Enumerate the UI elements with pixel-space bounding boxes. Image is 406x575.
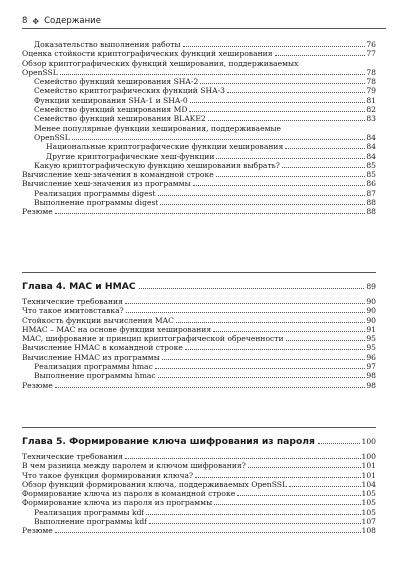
toc-entry[interactable] — [22, 381, 376, 390]
toc-entry-page: 78 — [366, 67, 376, 77]
toc-entry[interactable] — [22, 452, 376, 461]
chapter-5-heading[interactable] — [22, 435, 376, 449]
leader-dots — [289, 486, 360, 487]
leader-dots — [185, 349, 366, 350]
toc-entry-page: 86 — [366, 179, 376, 189]
leader-dots — [55, 213, 366, 214]
toc-entry-title: Семейство функций хеширования MD — [34, 105, 188, 115]
toc-entry-page: 98 — [366, 371, 376, 381]
toc-entry-title: Вычисление HMAC из программы — [22, 352, 160, 362]
toc-entry[interactable] — [22, 517, 376, 526]
toc-entry[interactable] — [22, 207, 376, 216]
toc-entry[interactable] — [22, 124, 376, 143]
toc-entry[interactable] — [22, 343, 376, 352]
toc-entry[interactable] — [22, 198, 376, 207]
toc-entry[interactable] — [22, 142, 376, 151]
toc-entry[interactable] — [22, 114, 376, 123]
toc-entry-title: Семейство функций хеширования SHA-2 — [34, 77, 199, 87]
toc-entry-page: 82 — [366, 105, 376, 115]
toc-entry[interactable] — [22, 40, 376, 49]
leader-dots — [158, 377, 366, 378]
toc-entry[interactable] — [22, 59, 376, 78]
toc-entry-title: Резюме — [22, 526, 53, 536]
leader-dots — [176, 322, 365, 323]
toc-entry[interactable] — [22, 325, 376, 334]
leader-dots — [158, 195, 366, 196]
toc-entry-page: 108 — [361, 526, 376, 536]
toc-entry[interactable] — [22, 498, 376, 507]
toc-entry-title: Резюме — [22, 207, 53, 217]
chapter-5-title: Глава 5. Формирование ключа шифрования из пароля — [22, 436, 315, 447]
toc-entry-title: Формирование ключа из пароля из программы — [22, 498, 213, 508]
toc-entry[interactable] — [22, 161, 376, 170]
leader-dots — [282, 167, 365, 168]
toc-entry-page: 83 — [366, 114, 376, 124]
toc-entry[interactable] — [22, 152, 376, 161]
toc-entry-title: Выполнение программы kdf — [34, 517, 148, 527]
toc-entry-page: 107 — [361, 517, 376, 527]
leader-dots — [126, 312, 366, 313]
toc-entry[interactable] — [22, 489, 376, 498]
toc-entry-title: Обзор функций формирования ключа, поддерживаемых OpenSSL — [22, 479, 288, 489]
leader-dots — [155, 368, 365, 369]
header-rule — [22, 28, 386, 29]
toc-entry[interactable] — [22, 508, 376, 517]
leader-dots — [216, 176, 366, 177]
toc-entry-page: 98 — [366, 380, 376, 390]
toc-entry-title: Менее популярные функции хеширования, поддерживаемые — [34, 123, 282, 133]
leader-dots — [193, 185, 366, 186]
toc-entry-title: Вычисление хеш-значения из программы — [22, 179, 191, 189]
toc-entry-title: Реализация программы kdf — [34, 507, 145, 517]
leader-dots — [213, 331, 365, 332]
leader-dots — [216, 158, 365, 159]
toc-entry-page: 96 — [366, 352, 376, 362]
leader-dots — [160, 204, 365, 205]
leader-dots — [318, 443, 360, 444]
leader-dots — [237, 495, 360, 496]
toc-entry-title: Стойкость функции вычисления MAC — [22, 315, 174, 325]
toc-entry-page: 104 — [361, 479, 376, 489]
toc-entry[interactable] — [22, 170, 376, 179]
toc-entry[interactable] — [22, 316, 376, 325]
toc-entry-page: 97 — [366, 362, 376, 372]
toc-entry[interactable] — [22, 189, 376, 198]
leader-dots — [227, 92, 365, 93]
toc-entry-page: 105 — [361, 489, 376, 499]
leader-dots — [162, 359, 366, 360]
leader-dots — [55, 532, 361, 533]
chapter-rule — [22, 427, 376, 428]
running-header — [22, 14, 386, 28]
toc-entry-page: 95 — [366, 334, 376, 344]
toc-entry-page: 91 — [366, 324, 376, 334]
toc-entry-title-continued: OpenSSL — [34, 132, 70, 142]
diamond-ornament-icon: ✥ — [32, 16, 40, 26]
toc-entry-page: 100 — [361, 452, 376, 461]
toc-entry-title: Формирование ключа из пароля в командной строке — [22, 489, 236, 499]
toc-entry-title: Оценка стойкости криптографических функций хеширования — [22, 49, 273, 59]
toc-entry-page: 77 — [366, 49, 376, 59]
page-number: 8 — [22, 16, 28, 26]
chapter-4-heading[interactable] — [22, 280, 376, 294]
toc-entry-page: 78 — [366, 77, 376, 87]
leader-dots — [200, 83, 365, 84]
leader-dots — [189, 111, 365, 112]
toc-entry[interactable] — [22, 480, 376, 489]
chapter-rule — [22, 272, 376, 273]
toc-entry-title: Национальные криптографические функции хеширования — [46, 142, 284, 152]
leader-dots — [183, 46, 366, 47]
toc-entry[interactable] — [22, 461, 376, 470]
toc-entry-title: В чем разница между паролем и ключом шифрования? — [22, 461, 246, 471]
toc-entry-page: 81 — [366, 95, 376, 105]
leader-dots — [275, 55, 366, 56]
toc-block-chapter3 — [22, 40, 376, 217]
toc-entry-page: 88 — [366, 207, 376, 217]
toc-block-chapter4 — [22, 297, 376, 390]
toc-entry[interactable] — [22, 86, 376, 95]
toc-entry-page: 90 — [366, 297, 376, 306]
toc-entry-page: 95 — [366, 343, 376, 353]
toc-entry-page: 76 — [366, 40, 376, 49]
toc-entry[interactable] — [22, 179, 376, 188]
leader-dots — [208, 120, 366, 121]
leader-dots — [248, 467, 361, 468]
leader-dots — [214, 504, 360, 505]
chapter-5-page: 100 — [361, 437, 376, 446]
toc-entry[interactable] — [22, 306, 376, 315]
toc-entry-title: Доказательство выполнения работы — [34, 40, 181, 49]
toc-entry-title: Какую криптографическую функцию хеширования выбрать? — [34, 160, 280, 170]
toc-entry[interactable] — [22, 353, 376, 362]
toc-entry-page: 85 — [366, 170, 376, 180]
toc-entry[interactable] — [22, 105, 376, 114]
toc-entry-title: Вычисление HMAC в командной строке — [22, 343, 183, 353]
toc-entry-page: 101 — [361, 470, 376, 480]
leader-dots — [190, 102, 366, 103]
toc-entry-page: 79 — [366, 86, 376, 96]
toc-entry-title: Технические требования — [22, 297, 123, 306]
toc-entry-title: Функции хеширования SHA-1 и SHA-0 — [34, 95, 188, 105]
leader-dots — [72, 139, 366, 140]
toc-entry-title: MAC, шифрование и принцип криптографической обреченности — [22, 334, 284, 344]
toc-entry-page: 87 — [366, 188, 376, 198]
toc-entry-page: 85 — [366, 160, 376, 170]
toc-entry-title: Семейство криптографических функций SHA-3 — [34, 86, 225, 96]
toc-entry-title: Резюме — [22, 380, 53, 390]
chapter-4-title: Глава 4. MAC и HMAC — [22, 281, 136, 292]
leader-dots — [286, 340, 366, 341]
toc-entry-title: HMAC – MAC на основе функции хеширования — [22, 324, 212, 334]
toc-entry[interactable] — [22, 297, 376, 306]
toc-entry[interactable] — [22, 526, 376, 535]
toc-entry[interactable] — [22, 77, 376, 86]
leader-dots — [285, 148, 365, 149]
toc-entry-title: Технические требования — [22, 452, 123, 461]
leader-dots — [195, 477, 360, 478]
toc-entry-title: Что такое имитовставка? — [22, 306, 124, 316]
toc-entry-page: 84 — [366, 142, 376, 152]
toc-entry-title: Семейство функций хеширования BLAKE2 — [34, 114, 206, 124]
toc-entry-page: 88 — [366, 198, 376, 208]
toc-entry-title: Выполнение программы digest — [34, 198, 159, 208]
chapter-4-page: 89 — [366, 282, 376, 291]
toc-entry[interactable] — [22, 96, 376, 105]
leader-dots — [125, 458, 361, 459]
toc-entry-title: Что такое функция формирования ключа? — [22, 470, 194, 480]
leader-dots — [146, 514, 360, 515]
toc-entry-page: 90 — [366, 306, 376, 316]
toc-entry-page: 84 — [366, 132, 376, 142]
leader-dots — [55, 387, 366, 388]
toc-entry-page: 101 — [361, 461, 376, 471]
toc-entry-title: Реализация программы digest — [34, 188, 156, 198]
toc-entry-title: Обзор криптографических функций хеширования, поддерживаемых — [22, 58, 299, 68]
toc-entry-title: Выполнение программы hmac — [34, 371, 156, 381]
leader-dots — [125, 303, 365, 304]
toc-entry[interactable] — [22, 471, 376, 480]
toc-entry-page: 105 — [361, 498, 376, 508]
toc-entry-page: 84 — [366, 151, 376, 161]
toc-entry-page: 105 — [361, 507, 376, 517]
section-title: Содержание — [44, 16, 101, 26]
toc-entry[interactable] — [22, 49, 376, 58]
toc-block-chapter5 — [22, 452, 376, 536]
toc-entry-title: Реализация программы hmac — [34, 362, 153, 372]
toc-entry[interactable] — [22, 362, 376, 371]
toc-entry[interactable] — [22, 334, 376, 343]
toc-entry-title: Другие криптографические хеш-функции — [46, 151, 215, 161]
toc-entry-title-continued: OpenSSL — [22, 67, 58, 77]
leader-dots — [60, 74, 366, 75]
toc-entry[interactable] — [22, 371, 376, 380]
leader-dots — [149, 523, 360, 524]
toc-entry-page: 90 — [366, 315, 376, 325]
leader-dots — [139, 288, 365, 289]
toc-entry-title: Вычисление хеш-значения в командной строке — [22, 170, 214, 180]
